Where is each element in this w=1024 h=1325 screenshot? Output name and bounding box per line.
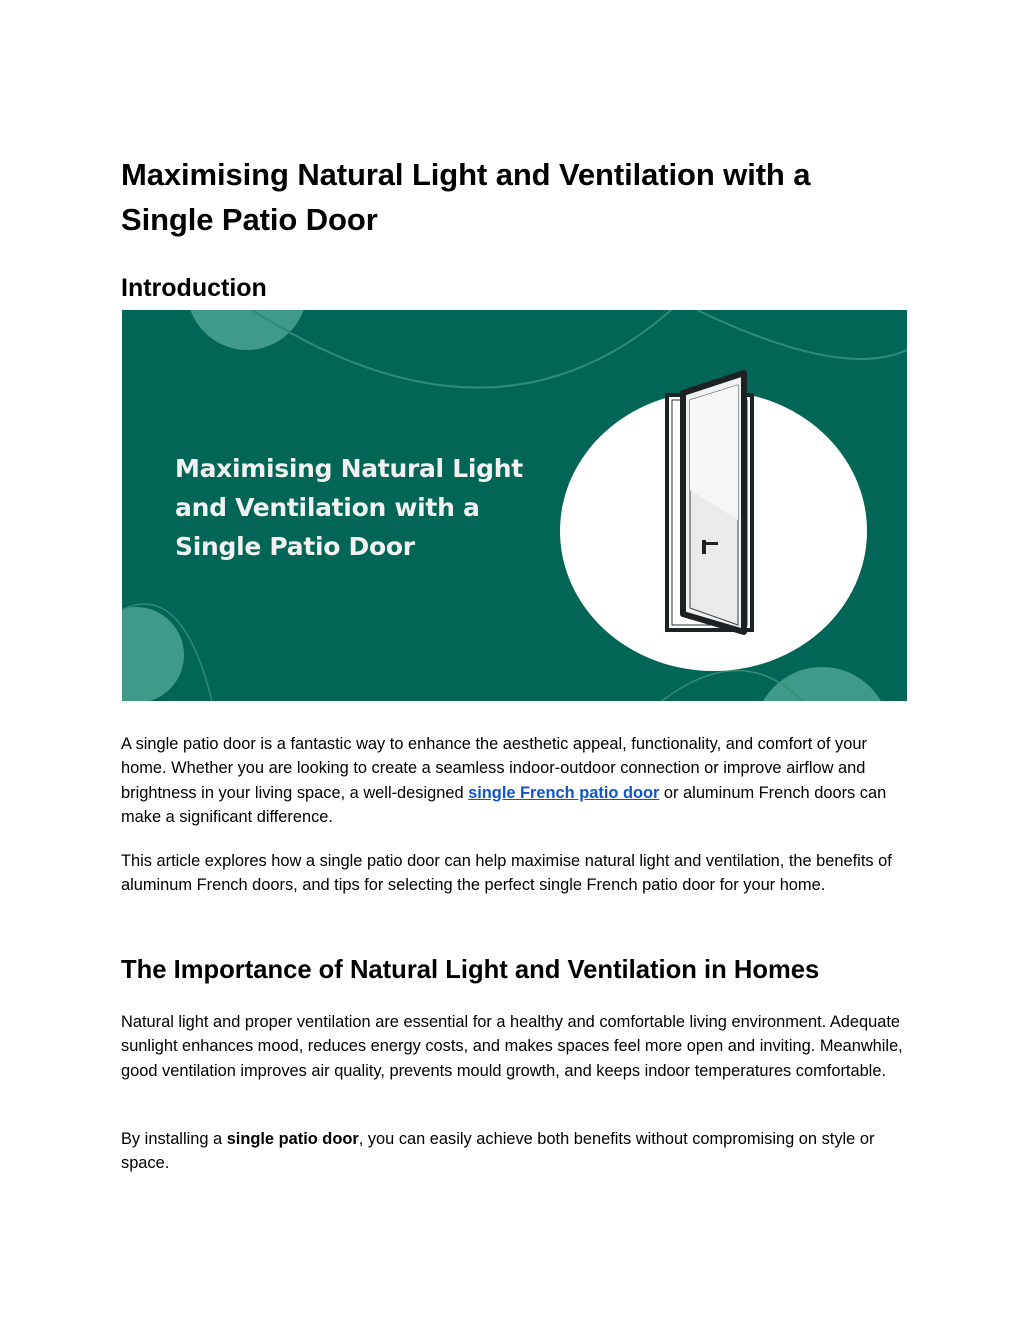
paragraph-importance-2 (121, 1127, 907, 1176)
paragraph-intro-1-text-b: or aluminum French doors can make a significant difference. (121, 783, 887, 827)
single-french-patio-door-link[interactable]: single French patio door (468, 783, 660, 802)
single-patio-door-bold: single patio door (226, 1130, 359, 1148)
paragraph-importance-2-text-b: , you can easily achieve both benefits without compromising on style or space. (121, 1130, 875, 1173)
paragraph-intro-1-text-a: A single patio door is a fantastic way to enhance the aesthetic appeal, functionality, and comfort of your home. Whether you are looking to create a seamless indoor-outdoor connection or improve airflow and brightness in your living space, a well-designed (121, 735, 867, 802)
paragraph-importance-1: Natural light and proper ventilation are essential for a healthy and comfortable living environment. Adequate sunlight enhances mood, reduces energy costs, and makes spaces feel more open and inviting. Meanwhile, good ventilation improves air quality, prevents mould growth, and keeps indoor temperatures comfortable. (121, 1013, 903, 1080)
paragraph-importance-2-text-a: By installing a (121, 1130, 227, 1148)
heading-introduction: Introduction (121, 274, 267, 302)
banner-image (122, 310, 907, 701)
paragraph-intro-2: This article explores how a single patio door can help maximise natural light and ventilation, the benefits of aluminum French doors, and tips for selecting the perfect single French patio door for your home. (121, 852, 892, 895)
heading-importance: The Importance of Natural Light and Ventilation in Homes (121, 956, 820, 984)
document-title: Maximising Natural Light and Ventilation with a Single Patio Door (121, 157, 811, 237)
patio-door-illustration (652, 370, 772, 640)
paragraph-intro-1 (121, 732, 907, 830)
banner-caption: Maximising Natural Light and Ventilation with a Single Patio Door (175, 454, 523, 561)
